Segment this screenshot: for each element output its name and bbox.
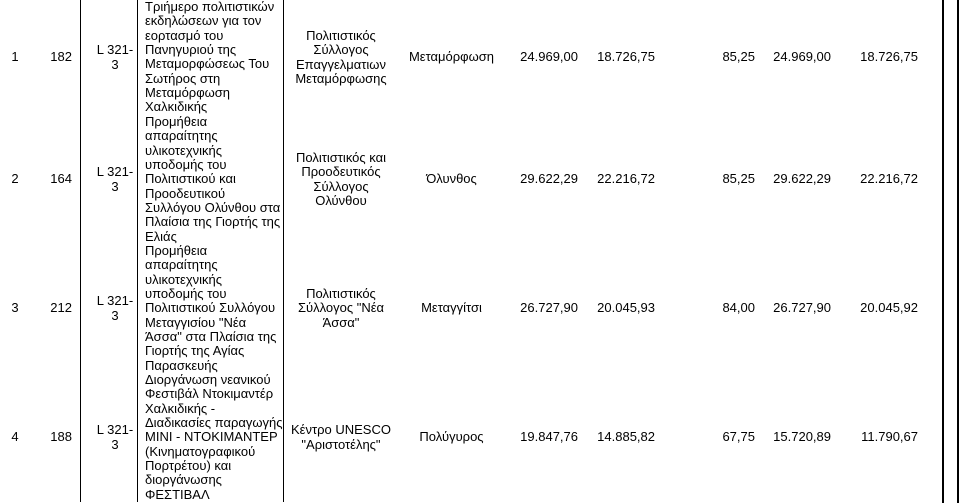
beneficiary-cell <box>283 373 398 502</box>
amount-2-value: 22.216,72 <box>597 171 655 187</box>
location-name: Μεταμόρφωση <box>408 49 495 65</box>
table-row <box>0 373 960 502</box>
measure-code-cell <box>80 0 137 115</box>
percentage-cell <box>662 244 762 373</box>
measure-code: L 321-3 <box>96 164 134 194</box>
amount-2-value: 14.885,82 <box>597 429 655 445</box>
measure-code: L 321-3 <box>96 293 134 323</box>
amount-1-cell <box>505 115 585 244</box>
percentage-cell <box>662 373 762 502</box>
location-name: Μεταγγίτσι <box>421 300 482 316</box>
beneficiary-cell <box>283 244 398 373</box>
amount-2-value: 20.045,93 <box>597 300 655 316</box>
amount-3-cell <box>762 0 838 115</box>
amount-1-value: 19.847,76 <box>520 429 578 445</box>
project-code-cell <box>30 244 80 373</box>
amount-2-cell <box>585 373 662 502</box>
amount-1-value: 24.969,00 <box>520 49 578 65</box>
beneficiary-cell <box>283 0 398 115</box>
location-cell <box>398 373 505 502</box>
project-code-cell <box>30 115 80 244</box>
amount-3-value: 29.622,29 <box>773 171 831 187</box>
amount-3-value: 15.720,89 <box>773 429 831 445</box>
project-code-cell <box>30 373 80 502</box>
measure-code-cell <box>80 244 137 373</box>
amount-4-cell <box>838 373 925 502</box>
beneficiary-name: Πολιτιστικός Σύλλογος Επαγγελματιων Μεταμόρφωσης <box>295 27 387 86</box>
project-code-cell <box>30 0 80 115</box>
description-cell <box>137 115 283 244</box>
table-row <box>0 244 960 373</box>
project-description: Διοργάνωση νεανικού Φεστιβάλ Ντοκιμαντέρ Χαλκιδικής - Διαδικασίες παραγωγής MINI - ΝΤΟΚΙΜΑΝΤΕΡ (Κινηματογραφικού Πορτρέτου) και διοργάνωσης ΦΕΣΤΙΒΑΛ <box>145 372 283 502</box>
amount-4-cell <box>838 0 925 115</box>
percentage-value: 67,75 <box>722 429 755 445</box>
amount-3-cell <box>762 244 838 373</box>
amount-4-cell <box>838 244 925 373</box>
location-cell <box>398 0 505 115</box>
amount-2-value: 18.726,75 <box>597 49 655 65</box>
row-number-cell <box>0 115 30 244</box>
project-code: 188 <box>50 429 72 445</box>
location-cell <box>398 115 505 244</box>
project-description: Προμήθεια απαραίτητης υλικοτεχνικής υποδομής του Πολιτιστικού και Προοδευτικού Συλλόγου Ολύνθου στα Πλαίσια της Γιορτής της Ελιάς <box>145 114 281 244</box>
location-cell <box>398 244 505 373</box>
amount-3-cell <box>762 115 838 244</box>
row-number-cell <box>0 373 30 502</box>
amount-1-value: 29.622,29 <box>520 171 578 187</box>
beneficiary-cell <box>283 115 398 244</box>
amount-3-value: 24.969,00 <box>773 49 831 65</box>
percentage-cell <box>662 115 762 244</box>
amount-3-value: 26.727,90 <box>773 300 831 316</box>
row-number: 4 <box>11 429 19 445</box>
amount-4-value: 18.726,75 <box>860 49 918 65</box>
beneficiary-name: Πολιτιστικός και Προοδευτικός Σύλλογος Ολύνθου <box>295 149 387 208</box>
row-number-cell <box>0 244 30 373</box>
table-row <box>0 115 960 244</box>
amount-4-value: 22.216,72 <box>860 171 918 187</box>
percentage-value: 85,25 <box>722 171 755 187</box>
description-cell <box>137 0 283 115</box>
project-code: 212 <box>50 300 72 316</box>
description-cell <box>137 373 283 502</box>
percentage-value: 85,25 <box>722 49 755 65</box>
location-name: Πολύγυρος <box>419 429 484 445</box>
description-cell <box>137 244 283 373</box>
page-edge-line <box>957 0 959 503</box>
beneficiary-name: Κέντρο UNESCO "Αριστοτέλης" <box>291 422 391 452</box>
amount-1-cell <box>505 244 585 373</box>
row-number: 3 <box>11 300 19 316</box>
percentage-value: 84,00 <box>722 300 755 316</box>
amount-1-cell <box>505 0 585 115</box>
table-row <box>0 0 960 115</box>
row-number: 1 <box>11 49 19 65</box>
project-description: Προμήθεια απαραίτητης υλικοτεχνικής υποδομής του Πολιτιστικού Συλλόγου Μεταγγισίου "Νέα Άσσα" στα Πλαίσια της Γιορτής της Αγίας Παρασκευής <box>145 243 277 373</box>
row-number: 2 <box>11 171 19 187</box>
amount-2-cell <box>585 0 662 115</box>
measure-code-cell <box>80 115 137 244</box>
amount-4-cell <box>838 115 925 244</box>
amount-4-value: 20.045,92 <box>860 300 918 316</box>
location-name: Όλυνθος <box>426 171 477 187</box>
measure-code-cell <box>80 373 137 502</box>
table-right-border <box>942 0 944 503</box>
percentage-cell <box>662 0 762 115</box>
amount-2-cell <box>585 244 662 373</box>
amount-3-cell <box>762 373 838 502</box>
row-number-cell <box>0 0 30 115</box>
measure-code: L 321-3 <box>96 42 134 72</box>
project-code: 164 <box>50 171 72 187</box>
amount-2-cell <box>585 115 662 244</box>
beneficiary-name: Πολιτιστικός Σύλλογος "Νέα Άσσα" <box>297 286 385 330</box>
amount-1-value: 26.727,90 <box>520 300 578 316</box>
amount-4-value: 11.790,67 <box>861 429 918 445</box>
project-code: 182 <box>50 49 72 65</box>
amount-1-cell <box>505 373 585 502</box>
project-description: Τριήμερο πολιτιστικών εκδηλώσεων για τον εορτασμό του Πανηγυριού της Μεταμορφώσεως Του Σωτήρος στη Μεταμόρφωση Χαλκιδικής <box>145 0 275 115</box>
measure-code: L 321-3 <box>96 422 134 452</box>
